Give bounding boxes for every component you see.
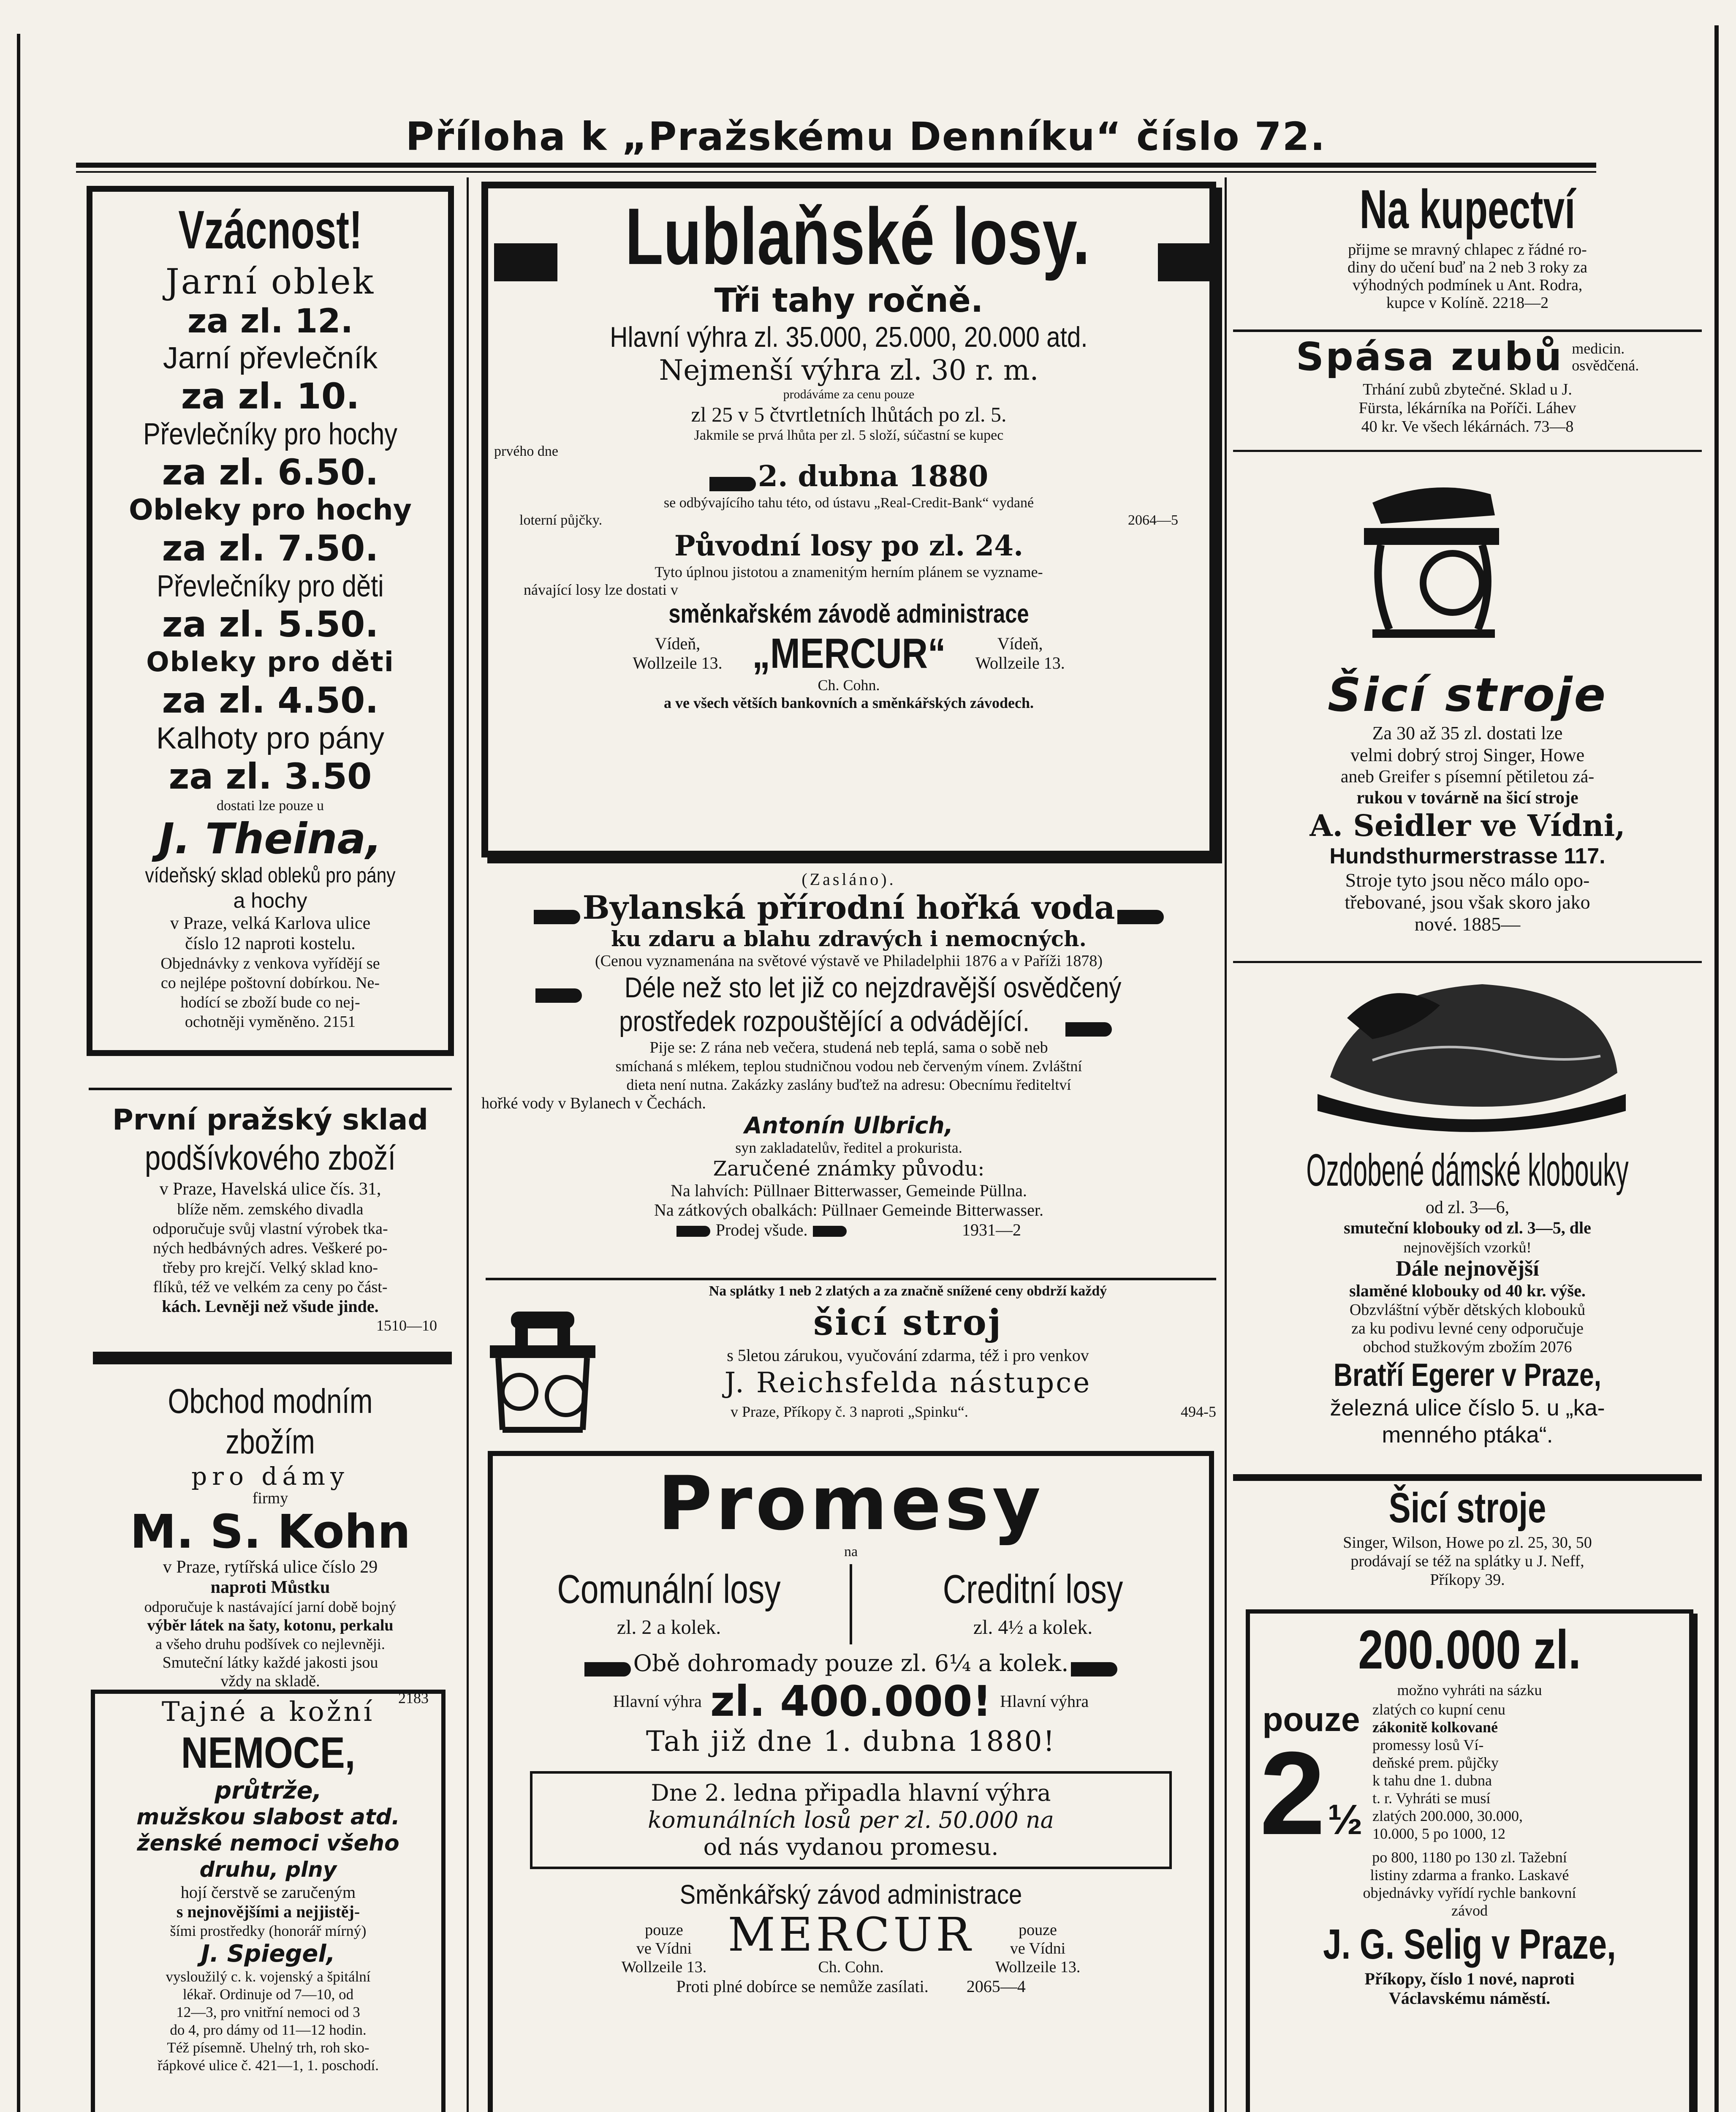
bylanska-body: Pije se: Z rána neb večera, studená neb teplá, sama o sobě neb (649, 1039, 1048, 1056)
selig-side-line: zákonitě kolkované (1372, 1719, 1498, 1736)
reichsfeld-code: 494-5 (1181, 1403, 1216, 1420)
theina-desc: a hochy (233, 889, 307, 912)
bylanska-l4-row (477, 1004, 1220, 1038)
lublanske-l11: Tyto úplnou jistotou a znamenitým herním plánem se vyzname- (655, 563, 1043, 580)
selig-side-line: listiny zdarma a franko. Laskavé (1370, 1867, 1569, 1883)
promesy-both: Obě dohromady pouze zl. 6¼ a kolek. (633, 1650, 1069, 1677)
ad-podsivkove-zbozi (87, 1102, 454, 1335)
promesy-na: na (844, 1544, 858, 1560)
lublanske-l7: prvého dne (494, 443, 559, 459)
lublanske-l4: prodáváme za cenu pouze (783, 387, 915, 401)
kohn-line: v Praze, rytířská ulice číslo 29 (163, 1557, 378, 1577)
bylanska-l3-row (477, 971, 1220, 1004)
kohn-title: Obchod modním zbožím (168, 1382, 373, 1461)
lublanske-l3: Nejmenší výhra zl. 30 r. m. (659, 354, 1039, 386)
promesy-divider (850, 1564, 852, 1644)
column-divider-1 (467, 177, 469, 2112)
selig-side (1372, 1701, 1523, 1848)
seidler-line: rukou v továrně na šicí stroje (1356, 788, 1578, 808)
ad-promesy-content (496, 1460, 1206, 1997)
promesy-col-credit (868, 1564, 1198, 1640)
sewing-machine-icon (486, 1299, 600, 1438)
ad-spasa-zubu (1229, 334, 1706, 436)
page-left-edge (17, 34, 20, 2112)
lublanske-date-row (494, 459, 1204, 494)
theina-line: Obleky pro děti (146, 647, 394, 678)
reichsfeld-l2: s 5letou zárukou, vyučování zdarma, též i pro venkov (727, 1346, 1089, 1365)
klobouky-firm: Bratří Egerer v Praze, (1334, 1357, 1601, 1393)
ad-bylanska-voda (477, 870, 1220, 1240)
klobouky-line: nejnovějších vzorků! (1403, 1239, 1532, 1256)
kohn-line: vždy na skladě. (220, 1672, 320, 1690)
promesy-both-row (496, 1649, 1206, 1678)
header-rule (76, 163, 1596, 168)
klobouky-line: od zl. 3—6, (1425, 1198, 1510, 1217)
theina-price: za zl. 5.50. (162, 604, 379, 645)
seidler-street: Hundsthurmerstrasse 117. (1329, 844, 1606, 868)
bylanska-l4: prostředek rozpouštějící a odvádějící. (619, 1005, 1030, 1037)
reichsfeld-addr-row (731, 1402, 1216, 1421)
promesy-right-addr (995, 1921, 1081, 1976)
ad-selig-content (1254, 1618, 1685, 2008)
seidler-line: velmi dobrý stroj Singer, Howe (1350, 745, 1585, 765)
promesy-center (728, 1908, 974, 1976)
promesy-pouze-r: pouze (1019, 1921, 1057, 1939)
promesy-wollL: Wollzeile 13. (621, 1958, 707, 1976)
promesy-mercur-row (496, 1908, 1206, 1976)
pointing-hand-icon (1117, 910, 1164, 924)
spasa-title-row (1229, 334, 1706, 380)
podsivky-line: třeby pro krejčí. Velký sklad kno- (162, 1259, 378, 1276)
spasa-side2: osvědčená. (1572, 357, 1639, 374)
kupectvi-line: přijme se mravný chlapec z řádné ro- (1348, 241, 1587, 259)
theina-note: Objednávky z venkova vyřídějí se (160, 955, 380, 972)
bylanska-l3: Déle než sto let již co nejzdravější osvědčený (625, 972, 1122, 1004)
ad-sici-stroje-seidler (1229, 667, 1706, 935)
promesy-pouze-l: pouze (645, 1921, 683, 1939)
selig-side-line: zlatých 200.000, 30.000, (1372, 1807, 1523, 1824)
promesy-videnR: ve Vídni (1010, 1940, 1066, 1957)
lublanske-l9-row (494, 512, 1204, 529)
klobouky-addr1: železná ulice číslo 5. u „ka- (1330, 1395, 1605, 1421)
theina-title: Vzácnost! (178, 200, 362, 260)
bylanska-body: dieta není nutna. Zakázky zaslány buďtež na adresu: Obecnímu řediteltví (626, 1076, 1071, 1093)
reichsfeld-addr: v Praze, Příkopy č. 3 naproti „Spinku“. (731, 1403, 968, 1420)
ad-klobouky (1229, 1143, 1706, 1448)
bylanska-sale: Prodej všude. (715, 1220, 808, 1239)
selig-side-line: po 800, 1180 po 130 zl. Tažební (1372, 1849, 1567, 1866)
klobouky-line: obchod stužkovým zbožím 2076 (1363, 1338, 1572, 1356)
promesy-code: 2065—4 (966, 1977, 1026, 1996)
kupectvi-line: kupce v Kolíně. 2218—2 (1386, 294, 1549, 312)
podsivky-code: 1510—10 (376, 1317, 437, 1334)
klobouky-addr2: menného ptáka“. (1382, 1422, 1553, 1448)
theina-line: Obleky pro hochy (129, 493, 412, 527)
pointing-hand-icon (1071, 1662, 1117, 1677)
pointing-hand-icon (584, 1662, 631, 1677)
theina-price: za zl. 10. (181, 376, 360, 417)
promesy-owner: Ch. Cohn. (818, 1958, 884, 1976)
selig-big: 2 (1259, 1728, 1326, 1859)
kohn-line: naproti Můstku (210, 1578, 330, 1597)
kohn-line: výběr látek na šaty, kotonu, perkalu (147, 1617, 394, 1634)
promesy-p2: zl. 4½ a kolek. (973, 1616, 1093, 1638)
nemoce-line: mužskou slabost atd. (136, 1804, 400, 1830)
nemoce-line: hojí čerstvě se zaručeným (180, 1883, 356, 1902)
selig-half: ½ (1327, 1796, 1363, 1843)
theina-note: hodící se zboží bude co nej- (180, 993, 360, 1011)
promesy-tail-row (496, 1976, 1206, 1997)
divider (89, 1088, 452, 1090)
bylanska-m1: Na lahvích: Püllnaer Bitterwasser, Gemeinde Püllna. (671, 1181, 1027, 1200)
lublanske-l9: loterní půjčky. (519, 512, 603, 528)
bylanska-sig2: syn zakladatelův, ředitel a prokurista. (735, 1139, 962, 1156)
sewing-machine-icon (1356, 469, 1508, 646)
lublanske-l12: návající losy lze dostati v (524, 581, 678, 598)
nemoce-tail: vysloužilý c. k. vojenský a špitální (166, 1968, 371, 1985)
nemoce-line: s nejnovějšími a nejjistěj- (176, 1902, 360, 1921)
seidler-tail: třebované, jsou však skoro jako (1345, 891, 1590, 913)
kupectvi-line: diny do učení buď na 2 neb 3 roky za (1347, 259, 1588, 276)
bylanska-code: 1931—2 (962, 1220, 1021, 1239)
kohn-firma: firmy (252, 1489, 288, 1507)
bylanska-body: hořké vody v Bylanech v Čechách. (481, 1094, 706, 1112)
selig-pouze: pouze (1262, 1701, 1360, 1738)
selig-side-line: t. r. Vyhráti se musí (1372, 1790, 1491, 1807)
podsivky-title: První pražský sklad (112, 1103, 429, 1137)
pointing-hand-icon (494, 243, 557, 281)
theina-only: dostati lze pouze u (217, 798, 324, 814)
bylanska-title: Bylanská přírodní hořká voda (582, 889, 1115, 926)
theina-desc: vídeňský sklad obleků pro pány (145, 863, 396, 887)
nemoce-title1: Tajné a kožní (161, 1696, 375, 1728)
spasa-line: Fürsta, lékárníka na Poříči. Láhev (1358, 399, 1576, 417)
lublanske-l6: Jakmile se prvá lhůta per zl. 5 složí, súčastní se kupec (694, 427, 1004, 443)
header-rule-thin (76, 171, 1596, 173)
promesy-admin: Směnkářský závod administrace (679, 1879, 1022, 1910)
selig-side-line: objednávky vyřídí rychle bankovní (1363, 1884, 1576, 1901)
promesy-inner: Dne 2. ledna připadla hlavní výhra (651, 1780, 1051, 1806)
neff-title: Šicí stroje (1388, 1484, 1546, 1532)
reichsfeld-firm: J. Reichsfelda nástupce (724, 1366, 1092, 1399)
kohn-line: a všeho druhu podšívek co nejlevněji. (155, 1636, 385, 1652)
pointing-hand-icon (535, 988, 582, 1003)
divider-thick (1233, 1474, 1702, 1481)
selig-tail: Příkopy, číslo 1 nové, naproti (1364, 1969, 1575, 1988)
pointing-hand-icon (1065, 1022, 1112, 1037)
bylanska-title-row (477, 889, 1220, 927)
promesy-inner: od nás vydanou promesu. (703, 1834, 999, 1860)
lublanske-title: Lublaňské losy. (625, 192, 1090, 281)
selig-tail: Václavskému náměstí. (1388, 1989, 1551, 2008)
promesy-main-v: zl. 400.000! (710, 1677, 992, 1726)
lublanske-tail: a ve všech větších bankovních a směnkářských závodech. (663, 694, 1034, 711)
lublanske-owner: Ch. Cohn. (818, 676, 880, 694)
theina-price: za zl. 3.50 (168, 756, 372, 797)
promesy-wollR: Wollzeile 13. (995, 1958, 1081, 1976)
divider (1233, 450, 1702, 452)
spasa-side1: medicin. (1572, 340, 1625, 357)
kohn-sub: pro dámy (191, 1462, 349, 1491)
nemoce-doctor: J. Spiegel, (201, 1940, 335, 1968)
column-divider-2 (1225, 177, 1227, 2112)
klobouky-line: smuteční klobouky od zl. 3—5, dle (1344, 1218, 1591, 1237)
lublanske-code: 2064—5 (1128, 512, 1178, 528)
page-header: Příloha k „Pražskému Denníku“ číslo 72. (405, 114, 1326, 159)
nemoce-tail: Též písemně. Uhelný trh, roh sko- (167, 2039, 369, 2056)
klobouky-line: Obzvláštní výběr dětských klobouků (1349, 1301, 1586, 1319)
hat-icon (1305, 967, 1634, 1136)
pointing-hand-icon (709, 477, 756, 491)
lublanske-right-addr (975, 634, 1065, 673)
kupectvi-line: výhodných podmínek u Ant. Rodra, (1352, 276, 1583, 294)
seidler-line: aneb Greifer s písemní pětiletou zá- (1340, 767, 1595, 787)
lublanske-l2: Hlavní výhra zl. 35.000, 25.000, 20.000 atd. (610, 321, 1088, 353)
divider (486, 1278, 1216, 1280)
bylanska-body: smíchaná s mlékem, teplou studničnou vodou neb červeným vínem. Zvláštní (615, 1058, 1082, 1075)
nemoce-tail: do 4, pro dámy od 11—12 hodin. (170, 2022, 367, 2038)
seidler-line: Za 30 až 35 zl. dostati lze (1372, 723, 1563, 743)
kohn-firm: M. S. Kohn (130, 1505, 411, 1559)
nemoce-line: průtrže, (215, 1777, 322, 1804)
podsivky-line: v Praze, Havelská ulice čís. 31, (159, 1179, 381, 1199)
nemoce-title2: NEMOCE, (181, 1728, 356, 1777)
spasa-line: 40 kr. Ve všech lékárnách. 73—8 (1361, 418, 1574, 435)
theina-line: Kalhoty pro pány (156, 721, 385, 755)
ad-theina-content (95, 199, 446, 1032)
kohn-line: odporučuje k nastávající jarní době bojný (144, 1598, 397, 1615)
selig-firm: J. G. Selig v Praze, (1323, 1921, 1616, 1968)
theina-line: Jarní oblek (165, 262, 375, 302)
divider (1233, 329, 1702, 332)
promesy-main-r: Hlavní výhra (1000, 1692, 1089, 1711)
lublanske-l1: Tři tahy ročně. (714, 281, 983, 320)
lublanske-street1: Wollzeile 13. (633, 653, 723, 672)
klobouky-line: za ku podivu levné ceny odporučuje (1351, 1320, 1584, 1337)
lublanske-title-row (494, 192, 1204, 281)
theina-price: za zl. 6.50. (162, 452, 379, 493)
theina-line: Převlečníky pro děti (157, 569, 384, 603)
theina-desc: číslo 12 naproti kostelu. (185, 934, 356, 953)
promesy-title: Promesy (657, 1460, 1044, 1547)
theina-price: za zl. 4.50. (162, 680, 379, 721)
bylanska-sig: Antonín Ulbrich, (744, 1112, 954, 1139)
theina-desc: v Praze, velká Karlova ulice (170, 914, 371, 933)
page-right-edge (1714, 25, 1719, 2112)
ad-sici-stroje-neff (1229, 1483, 1706, 1589)
promesy-tail: Proti plné dobírce se nemůže zasílati. (676, 1977, 929, 1996)
promesy-draw: Tah již dne 1. dubna 1880! (646, 1725, 1056, 1758)
bylanska-mark: Zaručené známky původu: (713, 1157, 985, 1181)
lublanske-l10: Původní losy po zl. 24. (674, 529, 1024, 562)
nemoce-tail: lékař. Ordinuje od 7—10, od (182, 1986, 354, 2003)
theina-firm: J. Theina, (158, 814, 382, 863)
podsivky-subtitle: podšívkového zboží (144, 1139, 396, 1177)
promesy-h1: Comunální losy (557, 1567, 781, 1612)
podsivky-line: flíků, též ve velkém za ceny po část- (153, 1278, 388, 1296)
selig-side-line: deňské prem. půjčky (1372, 1754, 1499, 1771)
lublanske-mercur: „MERCUR“ (752, 629, 946, 677)
lublanske-street2: Wollzeile 13. (975, 653, 1065, 672)
bylanska-m2: Na zátkových obalkách: Püllnaer Gemeinde Bitterwasser. (654, 1200, 1043, 1219)
neff-line: prodávají se též na splátky u J. Neff, (1350, 1552, 1584, 1570)
promesy-p1: zl. 2 a kolek. (617, 1616, 721, 1638)
kohn-code: 2183 (398, 1690, 429, 1706)
podsivky-line: kách. Levněji než všude jinde. (162, 1297, 379, 1316)
lublanske-mercur-row (494, 630, 1204, 677)
lublanske-city1: Vídeň, (655, 634, 701, 653)
reichsfeld-l1: Na splátky 1 neb 2 zlatých a za značně snížené ceny obdrží každý (709, 1283, 1107, 1299)
promesy-inner: komunálních losů per zl. 50.000 na (648, 1807, 1054, 1833)
promesy-columns (496, 1564, 1206, 1644)
theina-price: za zl. 7.50. (162, 528, 379, 569)
selig-side-line: k tahu dne 1. dubna (1372, 1772, 1492, 1789)
promesy-left-addr (622, 1921, 707, 1976)
ad-reichsfeld (477, 1282, 1220, 1447)
divider-thick (93, 1352, 452, 1364)
promesy-mercur: MERCUR (728, 1908, 974, 1962)
klobouky-line: Dále nejnovější (1396, 1257, 1539, 1281)
selig-side-line: závod (1451, 1902, 1488, 1919)
theina-price: za zl. 12. (187, 302, 353, 340)
selig-l1: možno vyhráti na sázku (1397, 1682, 1542, 1698)
theina-note: ochotněji vyměněno. 2151 (185, 1013, 356, 1031)
klobouky-title: Ozdobené dámské klobouky (1306, 1144, 1629, 1195)
reichsfeld-title: šicí stroj (813, 1301, 1003, 1343)
spasa-side (1572, 340, 1639, 374)
promesy-col-comunal (504, 1564, 834, 1640)
nemoce-line: druhu, plny (199, 1857, 337, 1882)
selig-price (1254, 1701, 1368, 1859)
pointing-hand-icon (534, 910, 580, 924)
podsivky-line: odporučuje svůj vlastní výrobek tka- (152, 1220, 388, 1238)
kupectvi-title: Na kupectví (1359, 178, 1576, 240)
nemoce-tail: řápkové ulice č. 421—1, 1. poschodí. (158, 2057, 379, 2074)
lublanske-date: 2. dubna 1880 (758, 459, 989, 493)
lublanske-l8: se odbývajícího tahu této, od ústavu „Real-Credit-Bank“ vydané (663, 495, 1034, 511)
promesy-main-l: Hlavní výhra (613, 1692, 702, 1711)
ad-kohn (87, 1381, 454, 1706)
theina-line: Jarní převlečník (163, 341, 378, 375)
seidler-firm: A. Seidler ve Vídni, (1309, 808, 1625, 843)
promesy-h2: Creditní losy (943, 1567, 1123, 1612)
ad-na-kupectvi (1229, 177, 1706, 312)
podsivky-line: ných hedbávných adres. Veškeré po- (153, 1239, 388, 1257)
nemoce-line: šími prostředky (honorář mírný) (170, 1922, 367, 1939)
lublanske-l5: zl 25 v 5 čtvrtletních lhůtách po zl. 5. (691, 402, 1007, 426)
ad-nemoce-content (97, 1696, 439, 2074)
selig-side-line: 10.000, 5 po 1000, 12 (1372, 1825, 1505, 1842)
theina-note: co nejlépe poštovní dobírkou. Ne- (160, 974, 380, 992)
bylanska-l2: (Cenou vyznamenána na světové výstavě ve Philadelphii 1876 a v Paříži 1878) (595, 952, 1103, 970)
selig-side-line: zlatých co kupní cenu (1372, 1701, 1505, 1718)
lublanske-l13: směnkařském závodě administrace (668, 599, 1029, 629)
theina-line: Převlečníky pro hochy (143, 417, 398, 451)
nemoce-tail: 12—3, pro vnitřní nemoci od 3 (176, 2004, 360, 2020)
bylanska-zaslano: (Zasláno). (801, 870, 896, 889)
pointing-hand-icon (813, 1226, 847, 1237)
seidler-tail: nové. 1885— (1414, 913, 1521, 935)
pointing-hand-icon (1158, 243, 1221, 281)
selig-side-line: promessy losů Ví- (1372, 1736, 1484, 1753)
ad-lublanske-content (494, 192, 1204, 712)
promesy-main-row (496, 1678, 1206, 1725)
lublanske-city2: Vídeň, (997, 634, 1043, 653)
neff-line: Příkopy 39. (1430, 1571, 1505, 1589)
promesy-videnL: ve Vídni (636, 1940, 692, 1957)
podsivky-line: blíže něm. zemského divadla (177, 1200, 364, 1218)
divider (1233, 961, 1702, 963)
spasa-title: Spása zubů (1296, 334, 1564, 379)
nemoce-line: ženské nemoci všeho (137, 1831, 399, 1856)
promesy-inner-box (530, 1771, 1172, 1869)
lublanske-left-addr (633, 634, 722, 673)
kohn-line: Smuteční látky každé jakosti jsou (162, 1654, 378, 1671)
selig-title: 200.000 zl. (1358, 1619, 1581, 1680)
seidler-tail: Stroje tyto jsou něco málo opo- (1345, 869, 1590, 891)
seidler-title: Šicí stroje (1327, 668, 1608, 722)
bylanska-sale-row (477, 1220, 1220, 1240)
pointing-hand-icon (676, 1226, 710, 1237)
bylanska-l1: ku zdaru a blahu zdravých i nemocných. (611, 926, 1087, 951)
klobouky-line: slaměné klobouky od 40 kr. výše. (1349, 1281, 1586, 1300)
spasa-line: Trhání zubů zbytečné. Sklad u J. (1363, 381, 1572, 398)
neff-line: Singer, Wilson, Howe po zl. 25, 30, 50 (1343, 1534, 1592, 1551)
